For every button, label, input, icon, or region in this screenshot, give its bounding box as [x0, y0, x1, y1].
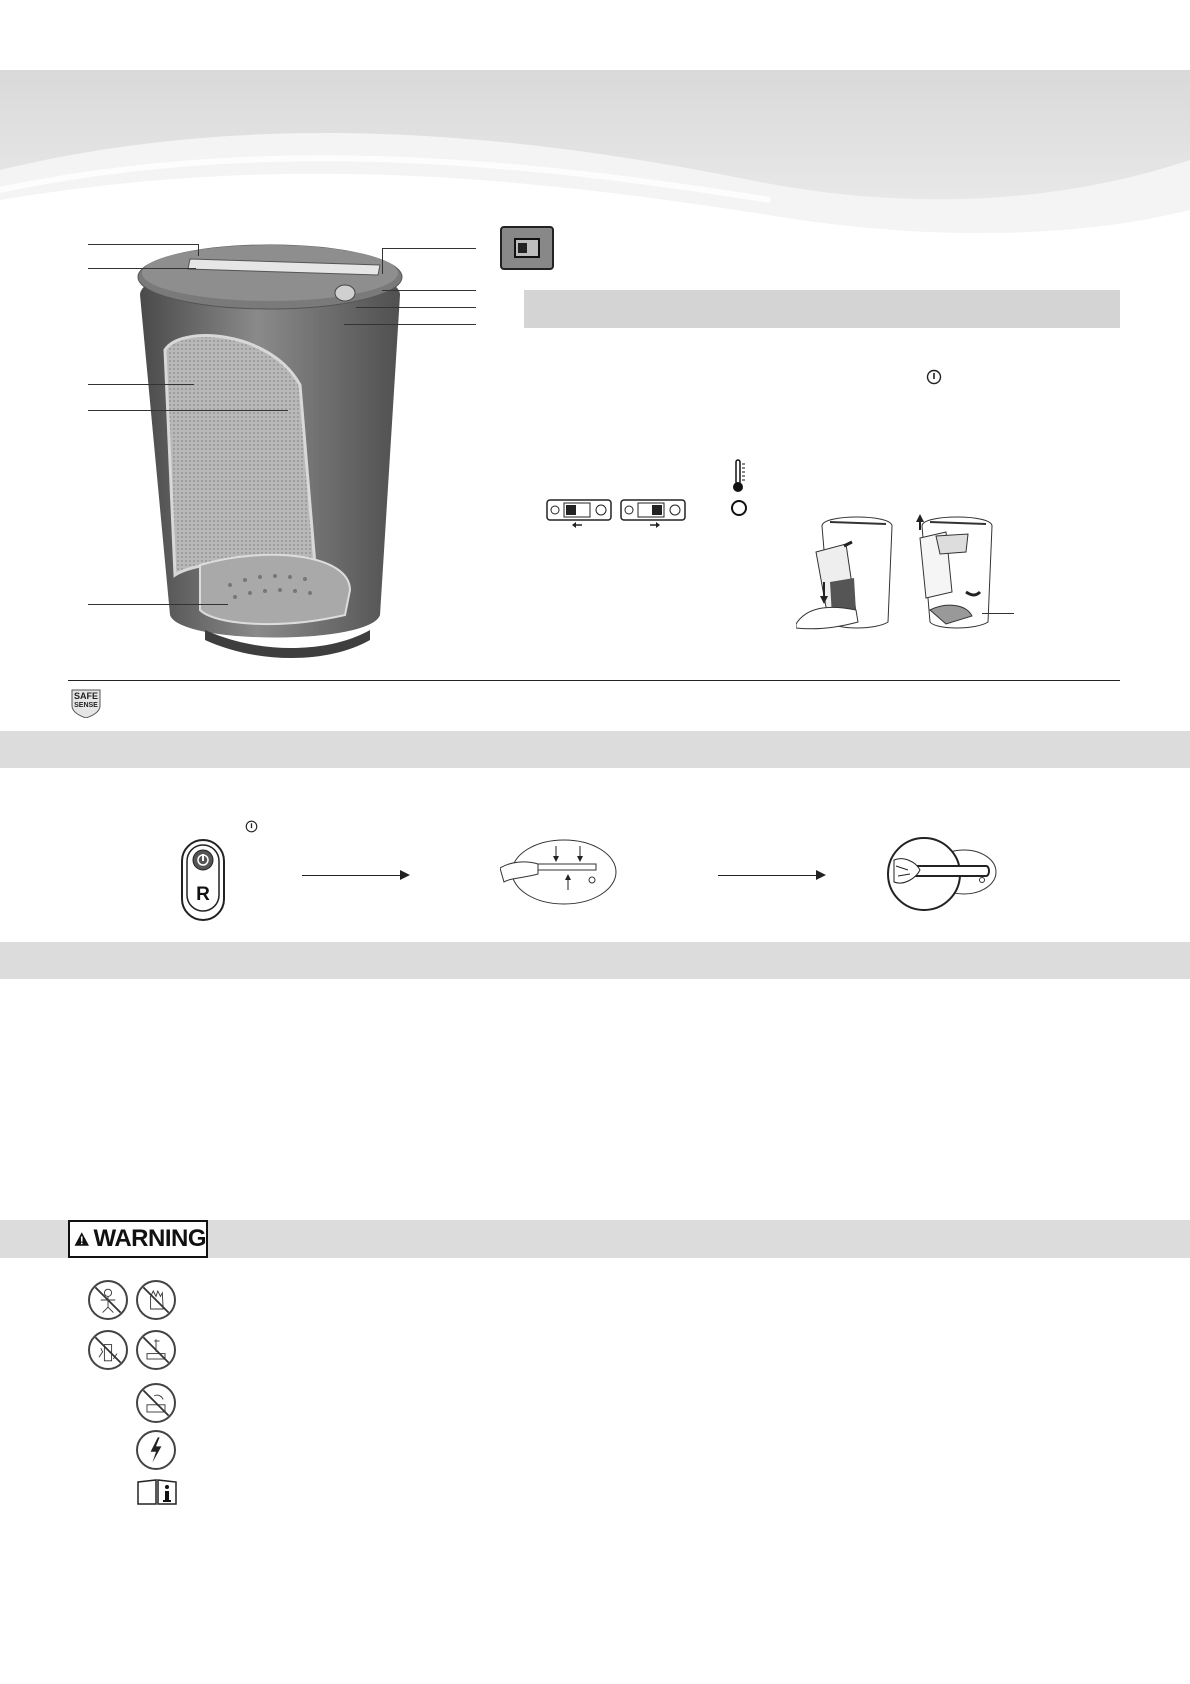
power-symbol-icon	[926, 369, 942, 385]
section-band	[0, 942, 1190, 979]
read-manual-icon	[136, 1478, 178, 1506]
section-band	[0, 731, 1190, 768]
badge-line2: SENSE	[74, 702, 98, 709]
slot-zoom-illustration	[886, 836, 998, 912]
warning-text: WARNING	[93, 1225, 206, 1252]
no-clothing-icon	[136, 1383, 176, 1423]
reset-key-letter: R	[196, 884, 210, 905]
warning-label	[68, 1220, 208, 1258]
leader-line	[198, 244, 199, 256]
bin-emptying-illustration	[796, 512, 1018, 636]
switch-position-diagram-right	[620, 498, 686, 528]
leader-line	[982, 613, 1014, 614]
section-bar	[524, 290, 1120, 328]
leader-line	[88, 410, 288, 411]
step-arrow	[302, 875, 402, 876]
paper-feed-illustration	[500, 838, 620, 908]
badge-line1: SAFE	[73, 691, 98, 701]
step-arrow	[718, 875, 818, 876]
no-hands-icon	[136, 1280, 176, 1320]
leader-line	[88, 384, 194, 385]
no-children-icon	[88, 1280, 128, 1320]
leader-line	[356, 307, 476, 308]
power-switch-icon	[500, 226, 554, 270]
warning-triangle-icon	[74, 1225, 90, 1253]
circle-indicator-icon	[731, 500, 747, 516]
leader-line	[88, 604, 228, 605]
leader-line	[382, 248, 476, 249]
switch-position-diagram-left	[546, 498, 612, 528]
power-symbol-icon	[245, 820, 258, 833]
no-aerosol-icon	[88, 1330, 128, 1370]
no-liquid-icon	[136, 1330, 176, 1370]
leader-line	[382, 290, 476, 291]
reset-key-illustration	[180, 838, 226, 922]
leader-line	[344, 324, 476, 325]
leader-line	[88, 244, 198, 245]
shredder-illustration	[120, 235, 420, 665]
leader-line	[88, 268, 196, 269]
safesense-badge	[70, 688, 102, 718]
divider-rule	[68, 680, 1120, 681]
step-arrow-head	[816, 870, 826, 880]
step-arrow-head	[400, 870, 410, 880]
header-wave-banner	[0, 70, 1190, 235]
electric-shock-icon	[136, 1430, 176, 1470]
thermometer-icon	[730, 458, 748, 494]
leader-line	[382, 248, 383, 274]
